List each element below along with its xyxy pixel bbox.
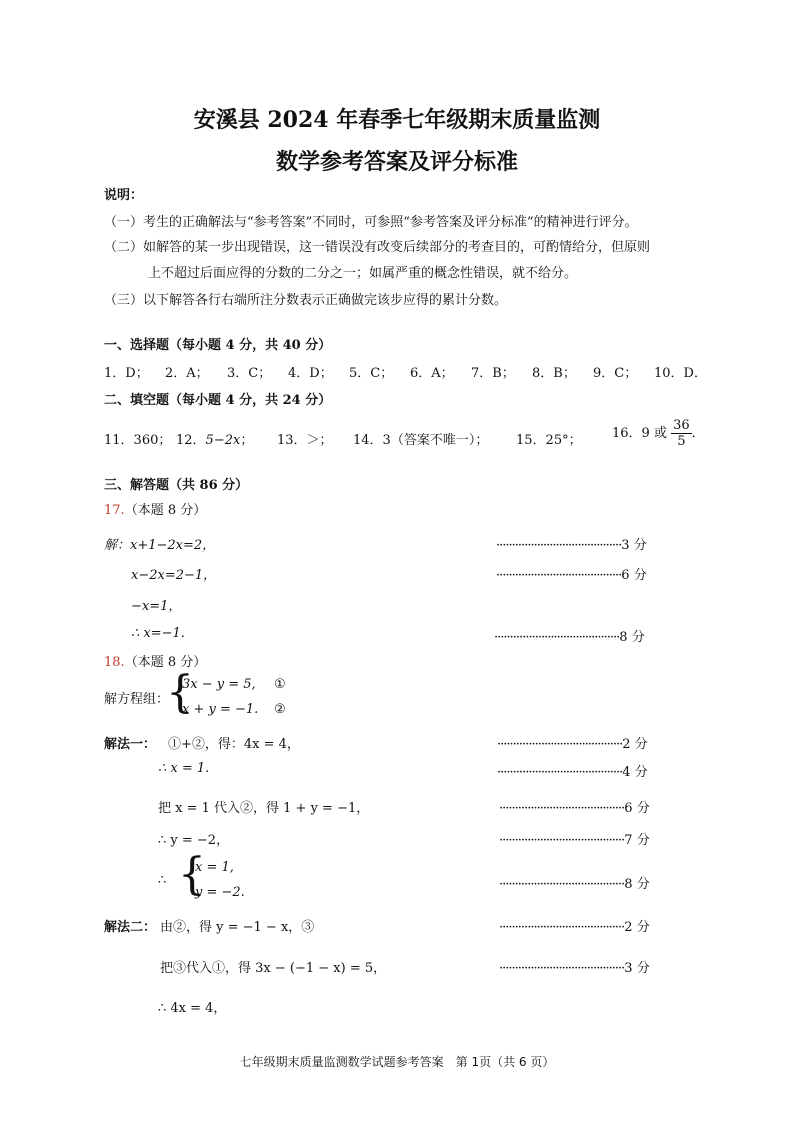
score: 2 分 bbox=[622, 737, 648, 752]
leader-dots: ········································ bbox=[499, 877, 625, 892]
left-brace: { bbox=[178, 849, 206, 900]
mc-answer: 7．B； bbox=[471, 366, 515, 381]
leader-dots: ········································ bbox=[494, 630, 620, 645]
score-line bbox=[496, 534, 647, 553]
mc-answer: 9．C； bbox=[593, 366, 638, 381]
mc-answer: 3．C； bbox=[227, 366, 272, 381]
mc-answer: 4．D； bbox=[288, 366, 333, 381]
mc-answer: 6．A； bbox=[410, 366, 454, 381]
equation-2-tag: ② bbox=[274, 702, 286, 717]
leader-dots: ········································ bbox=[499, 801, 625, 816]
answer-number: 12． bbox=[176, 433, 206, 448]
math-expression: 5−2x bbox=[205, 433, 241, 448]
note-1: （一）考生的正确解法与“参考答案”不同时，可参照“参考答案及评分标准”的精神进行评分。 bbox=[104, 215, 638, 230]
note-2b: 上不超过后面应得的分数的二分之一；如属严重的概念性错误，就不给分。 bbox=[148, 266, 578, 281]
answer-end: ； bbox=[240, 433, 254, 448]
fraction-numerator: 36 bbox=[673, 418, 690, 433]
solution-line: 把③代入①，得 3x − (−1 − x) = 5， bbox=[160, 961, 387, 976]
solution-line: ∴ x = 1. bbox=[158, 761, 210, 776]
page-subtitle: 数学参考答案及评分标准 bbox=[275, 149, 518, 175]
fill-answer-11: 11．360； bbox=[104, 433, 172, 448]
solution-line: 解：x+1−2x=2， bbox=[104, 538, 216, 553]
section-3-heading: 三、解答题（共 86 分） bbox=[104, 478, 249, 493]
solution-line: ∴ y = −2， bbox=[158, 833, 230, 848]
leader-dots: ········································ bbox=[499, 920, 625, 935]
solution-line: x−2x=2−1， bbox=[131, 568, 217, 583]
fill-answer-16 bbox=[612, 418, 705, 449]
solution-line: ∴ x=−1. bbox=[131, 626, 185, 641]
final-x: x = 1, bbox=[195, 860, 234, 875]
fraction bbox=[671, 418, 692, 449]
solution-line: 把 x = 1 代入②，得 1 + y = −1， bbox=[158, 801, 370, 816]
page-footer: 七年级期末质量监测数学试题参考答案 第 1页（共 6 页） bbox=[239, 1055, 555, 1069]
score: 6 分 bbox=[621, 568, 647, 583]
score: 6 分 bbox=[624, 801, 650, 816]
method-1-label: 解法一： bbox=[104, 737, 157, 752]
score: 3 分 bbox=[621, 538, 647, 553]
method-2-label: 解法二： bbox=[104, 920, 157, 935]
equation-2: x + y = −1. bbox=[182, 702, 259, 717]
mc-answer: 8．B； bbox=[532, 366, 576, 381]
question-points: （本题 8 分） bbox=[124, 655, 207, 670]
note-3: （三）以下解答各行右端所注分数表示正确做完该步应得的累计分数。 bbox=[104, 293, 508, 308]
note-2a: （二）如解答的某一步出现错误，这一错误没有改变后续部分的考查目的，可酌情给分，但原则 bbox=[104, 240, 651, 255]
solution-line: ∴ 4x = 4， bbox=[158, 1001, 227, 1016]
equation-1: 3x − y = 5, bbox=[182, 677, 256, 692]
notes-label: 说明： bbox=[104, 188, 144, 203]
final-y: y = −2. bbox=[195, 885, 245, 900]
fill-answer-13: 13．＞； bbox=[277, 433, 333, 448]
fill-answer-12 bbox=[176, 429, 253, 448]
system-label: 解方程组： bbox=[104, 692, 170, 707]
leader-dots: ········································ bbox=[497, 765, 623, 780]
score: 8 分 bbox=[619, 630, 645, 645]
section-1-heading: 一、选择题（每小题 4 分，共 40 分） bbox=[104, 338, 332, 353]
score-line bbox=[499, 829, 650, 848]
score-line bbox=[494, 626, 645, 645]
score-line bbox=[499, 873, 650, 892]
left-brace: { bbox=[166, 667, 194, 718]
question-points: （本题 8 分） bbox=[124, 503, 207, 518]
fill-answer-15 bbox=[516, 429, 582, 448]
score-line bbox=[499, 957, 650, 976]
score: 3 分 bbox=[624, 961, 650, 976]
question-number: 17. bbox=[104, 503, 125, 518]
therefore-symbol: ∴ bbox=[158, 873, 167, 888]
leader-dots: ········································ bbox=[496, 568, 622, 583]
score-line bbox=[497, 733, 648, 752]
math-expression: 25°； bbox=[545, 433, 582, 448]
solution-line: ①+②，得：4x = 4， bbox=[168, 737, 300, 752]
question-number: 18. bbox=[104, 655, 125, 670]
score: 4 分 bbox=[622, 765, 648, 780]
score-line bbox=[496, 564, 647, 583]
mc-answer: 5．C； bbox=[349, 366, 394, 381]
score-line bbox=[499, 797, 650, 816]
mc-answer: 2．A； bbox=[165, 366, 209, 381]
leader-dots: ········································ bbox=[499, 961, 625, 976]
solution-line: −x=1， bbox=[131, 599, 182, 614]
score-line bbox=[499, 916, 650, 935]
fraction-denominator: 5 bbox=[677, 434, 686, 449]
page-title: 安溪县 2024 年春季七年级期末质量监测 bbox=[193, 107, 601, 133]
mc-answer: 10．D． bbox=[654, 366, 707, 381]
equation-1-tag: ① bbox=[274, 677, 286, 692]
score-line bbox=[497, 761, 648, 780]
leader-dots: ········································ bbox=[497, 737, 623, 752]
answer-number: 16．9 或 bbox=[612, 426, 667, 441]
answer-end: ． bbox=[691, 426, 705, 441]
mc-answer: 1．D； bbox=[104, 366, 149, 381]
score: 2 分 bbox=[624, 920, 650, 935]
solution-line: 由②，得 y = −1 − x，③ bbox=[160, 920, 315, 935]
leader-dots: ········································ bbox=[496, 538, 622, 553]
answer-number: 15． bbox=[516, 433, 546, 448]
fill-answer-14: 14．3（答案不唯一）； bbox=[353, 433, 489, 448]
score: 8 分 bbox=[624, 877, 650, 892]
question-17-header bbox=[104, 499, 206, 518]
score: 7 分 bbox=[624, 833, 650, 848]
section-2-heading: 二、填空题（每小题 4 分，共 24 分） bbox=[104, 393, 332, 408]
leader-dots: ········································ bbox=[499, 833, 625, 848]
